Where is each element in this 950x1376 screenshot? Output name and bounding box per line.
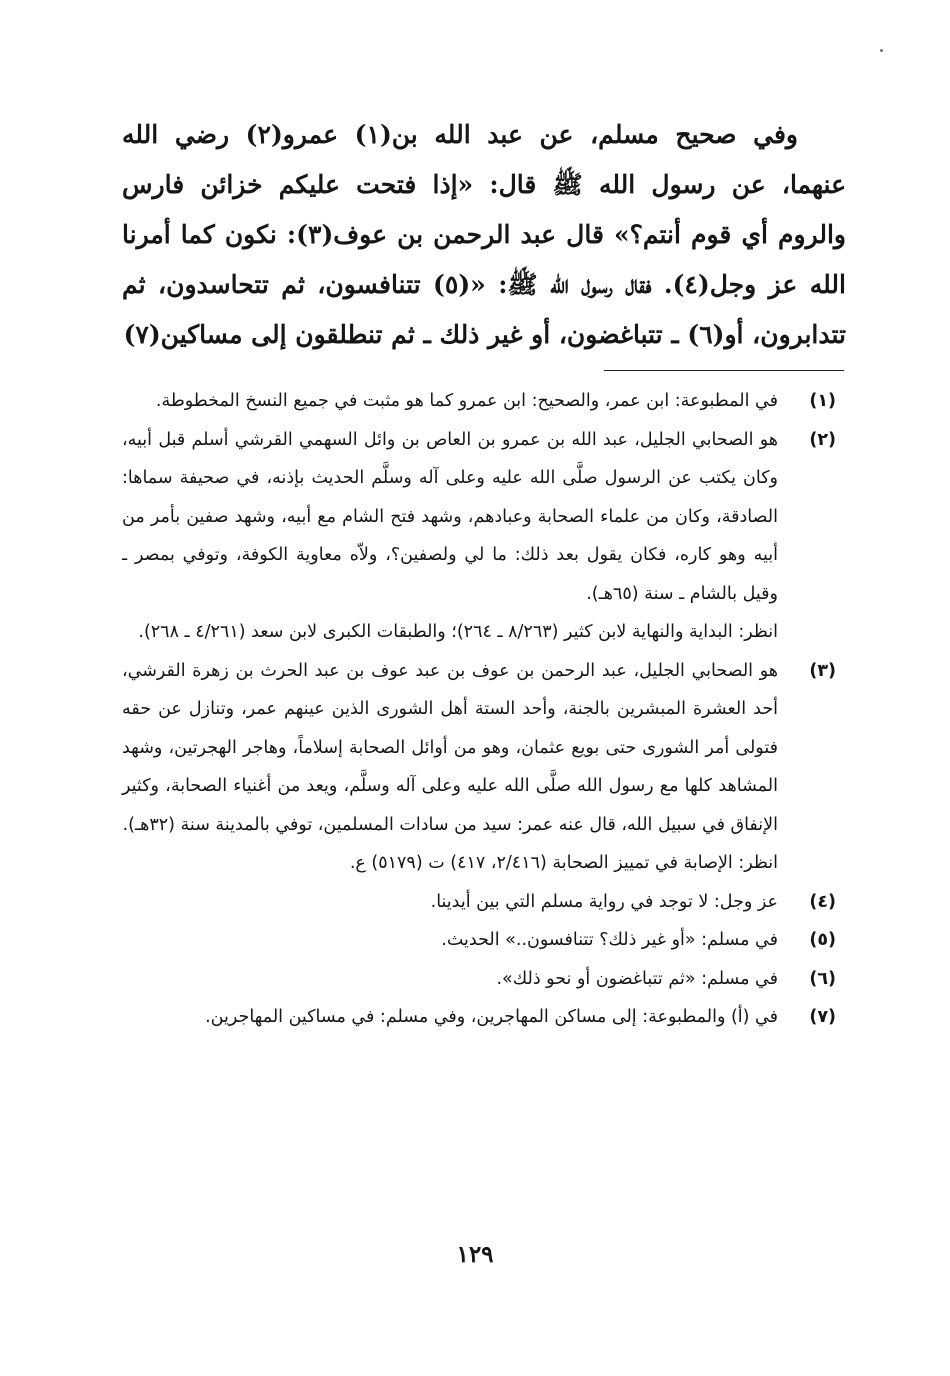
footnote-body <box>122 652 778 883</box>
footnote-body <box>122 998 778 1037</box>
footnote-number: (١) <box>809 391 836 411</box>
footnote-number: (٤) <box>809 891 836 912</box>
footnote-body <box>122 382 778 421</box>
footnote-reference: انظر: البداية والنهاية لابن كثير (٨/٢٦٣ ـ ٢٦٤)؛ والطبقات الكبرى لابن سعد (٤/٢٦١ ـ ٢٦٨). <box>138 622 778 642</box>
footnote-3 <box>122 652 846 883</box>
margin-mark <box>880 49 883 52</box>
footnote-body <box>122 883 778 922</box>
footnotes <box>122 382 846 1037</box>
page-number: ١٢٩ <box>456 1241 494 1268</box>
footnote-number: (٢) <box>809 429 836 450</box>
footnote-number: (٧) <box>809 1007 836 1027</box>
footnote-text: هو الصحابي الجليل، عبد الله بن عمرو بن العاص بن وائل السهمي القرشي أسلم قبل أبيه، وكان يكتب عن الرسول صلَّى الله عليه وعلى آله وسلَّم الحديث بإذنه، في صحيفة سماها: الصادقة، وكان من علماء الصحابة وعبادهم، وشهد فتح الشام مع أبيه، وشهد صفين بأمر من أبيه وهو كاره، فكان يقول بعد ذلك: ما لي ولصفين؟، ولاّه معاوية الكوفة، وتوفي بمصر ـ وقيل بالشام ـ سنة (٦٥هـ). <box>122 429 778 604</box>
footnote-text: في (أ) والمطبوعة: إلى مساكن المهاجرين، وفي مسلم: في مساكين المهاجرين. <box>205 1007 778 1027</box>
footnote-6 <box>122 960 846 999</box>
footnote-body <box>122 960 778 999</box>
footnote-7 <box>122 998 846 1037</box>
footnote-number: (٦) <box>809 968 836 989</box>
footnote-reference: انظر: الإصابة في تمييز الصحابة (٢/٤١٦، ٤١٧) ت (٥١٧٩) ع. <box>349 853 778 873</box>
footnote-body <box>122 421 778 652</box>
footnote-text: في مسلم: «أو غير ذلك؟ تتنافسون..» الحديث. <box>441 930 778 950</box>
footnote-1 <box>122 382 846 421</box>
main-paragraph: وفي صحيح مسلم، عن عبد الله بن(١) عمرو(٢) رضي الله عنهما، عن رسول الله ﷺ قال: «إذا فتحت عليكم خزائن فارس والروم أي قوم أنتم؟» قال عبد الرحمن بن عوف(٣): نكون كما أمرنا الله عز وجل(٤). فقال رسول الله ﷺ: «(٥) تتنافسون، ثم تتحاسدون، ثم تتدابرون، أو(٦) ـ تتباغضون، أو غير ذلك ـ ثم تنطلقون إلى مساكين(٧) <box>122 120 847 349</box>
footnote-number: (٣) <box>809 660 836 681</box>
footnote-4 <box>122 883 846 922</box>
main-text-block <box>122 110 846 360</box>
footnote-2 <box>122 421 846 652</box>
footnote-separator <box>604 370 844 371</box>
footnote-5 <box>122 921 846 960</box>
footnote-text: في مسلم: «ثم تتباغضون أو نحو ذلك». <box>496 968 778 989</box>
footnote-body <box>122 921 778 960</box>
footnote-text: عز وجل: لا توجد في رواية مسلم التي بين أيدينا. <box>430 891 778 912</box>
footnote-number: (٥) <box>809 930 836 950</box>
footnote-text: هو الصحابي الجليل، عبد الرحمن بن عوف بن عبد عوف بن عبد الحرث بن زهرة القرشي، أحد العشرة المبشرين بالجنة، وأحد الستة أهل الشورى الذين عينهم عمر، وتنازل عن حقه فتولى أمر الشورى حتى بويع عثمان، وهو من أوائل الصحابة إسلاماً، وهاجر الهجرتين، وشهد المشاهد كلها مع رسول الله صلَّى الله عليه وعلى آله وسلَّم، ويعد من أغنياء الصحابة، وكثير الإنفاق في سبيل الله، قال عنه عمر: سيد من سادات المسلمين، توفي بالمدينة سنة (٣٢هـ). <box>122 660 778 835</box>
footnote-text: في المطبوعة: ابن عمر، والصحيح: ابن عمرو كما هو مثبت في جميع النسخ المخطوطة. <box>155 391 778 411</box>
